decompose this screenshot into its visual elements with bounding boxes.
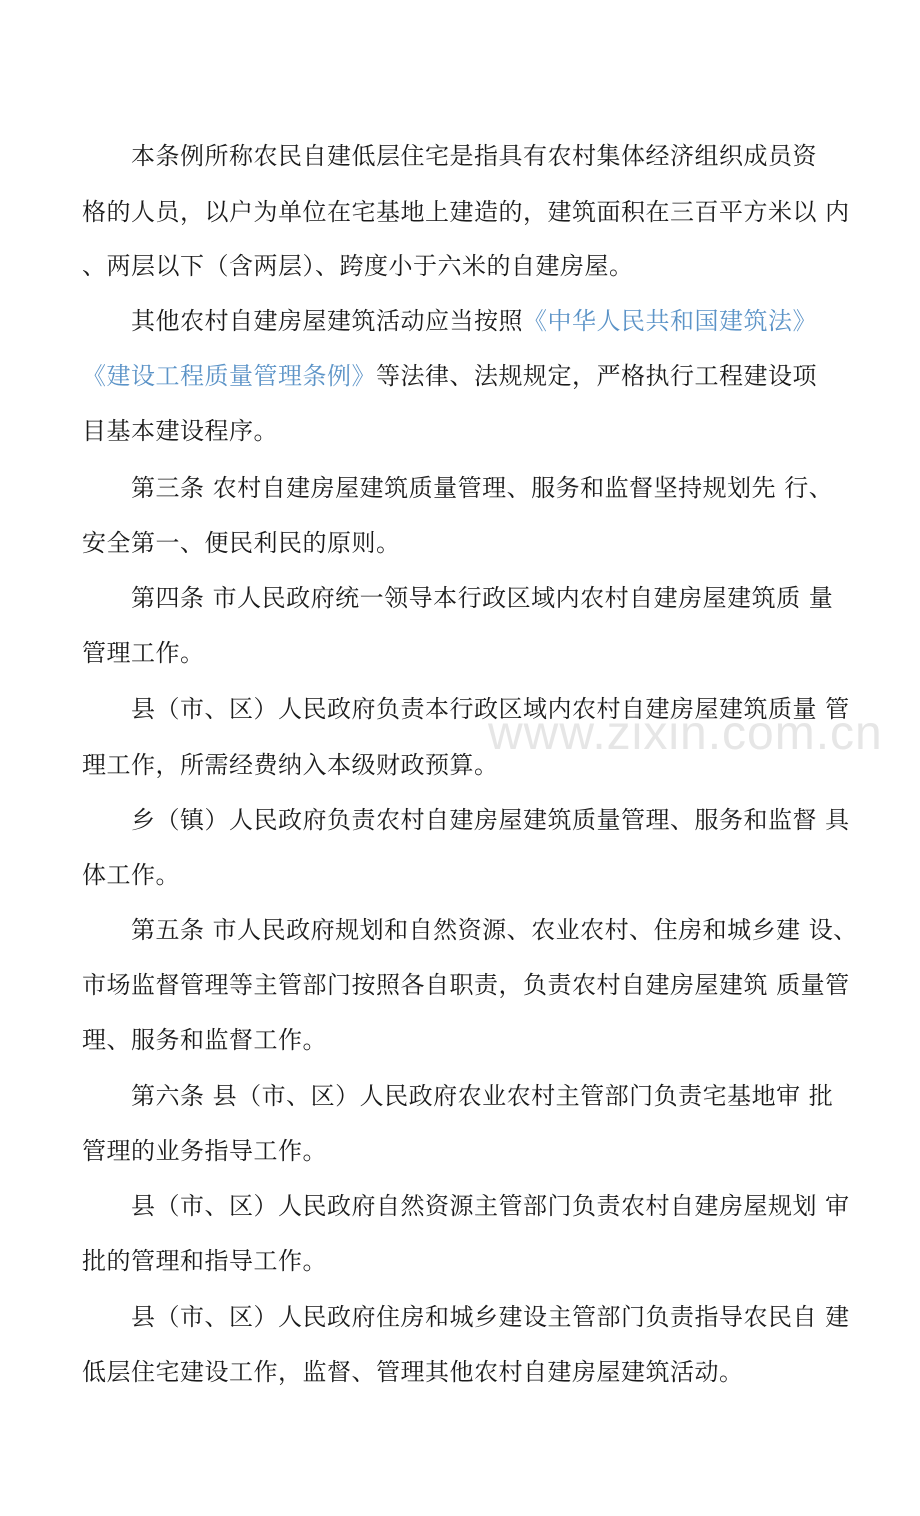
paragraph-line: 县（市、区）人民政府自然资源主管部门负责农村自建房屋规划 审	[131, 1192, 850, 1220]
paragraph-line: 乡（镇）人民政府负责农村自建房屋建筑质量管理、服务和监督 具	[131, 806, 850, 834]
line-text: 其他农村自建房屋建筑活动应当按照	[131, 307, 523, 335]
paragraph-line: 本条例所称农民自建低层住宅是指具有农村集体经济组织成员资	[131, 142, 817, 170]
paragraph-line: 县（市、区）人民政府负责本行政区域内农村自建房屋建筑质量 管	[131, 695, 850, 723]
paragraph-line	[131, 306, 817, 336]
paragraph-line: 第三条 农村自建房屋建筑质量管理、服务和监督坚持规划先 行、	[131, 474, 834, 502]
paragraph-line: 批的管理和指导工作。	[82, 1247, 327, 1275]
line-text: 等法律、法规规定，严格执行工程建设项	[376, 362, 817, 390]
paragraph-line: 理工作，所需经费纳入本级财政预算。	[82, 751, 499, 779]
paragraph-line: 安全第一、便民利民的原则。	[82, 529, 401, 557]
paragraph-line: 管理工作。	[82, 639, 205, 667]
paragraph-line: 、两层以下（含两层）、跨度小于六米的自建房屋。	[82, 252, 634, 280]
paragraph-line: 市场监督管理等主管部门按照各自职责，负责农村自建房屋建筑 质量管	[82, 971, 850, 999]
law-link-quality-regulation[interactable]: 《建设工程质量管理条例》	[82, 362, 376, 390]
paragraph-line: 第四条 市人民政府统一领导本行政区域内农村自建房屋建筑质 量	[131, 584, 834, 612]
watermark: www.zixin.com.cn	[488, 707, 883, 760]
paragraph-line: 格的人员，以户为单位在宅基地上建造的，建筑面积在三百平方米以 内	[82, 198, 850, 226]
paragraph-line: 管理的业务指导工作。	[82, 1137, 327, 1165]
paragraph-line: 县（市、区）人民政府住房和城乡建设主管部门负责指导农民自 建	[131, 1303, 850, 1331]
paragraph-line	[82, 361, 817, 391]
law-link-construction-law[interactable]: 《中华人民共和国建筑法》	[523, 307, 817, 335]
paragraph-line: 低层住宅建设工作，监督、管理其他农村自建房屋建筑活动。	[82, 1358, 744, 1386]
paragraph-line: 第六条 县（市、区）人民政府农业农村主管部门负责宅基地审 批	[131, 1082, 834, 1110]
paragraph-line: 目基本建设程序。	[82, 417, 278, 445]
paragraph-line: 体工作。	[82, 861, 180, 889]
paragraph-line: 理、服务和监督工作。	[82, 1026, 327, 1054]
paragraph-line: 第五条 市人民政府规划和自然资源、农业农村、住房和城乡建 设、	[131, 916, 858, 944]
